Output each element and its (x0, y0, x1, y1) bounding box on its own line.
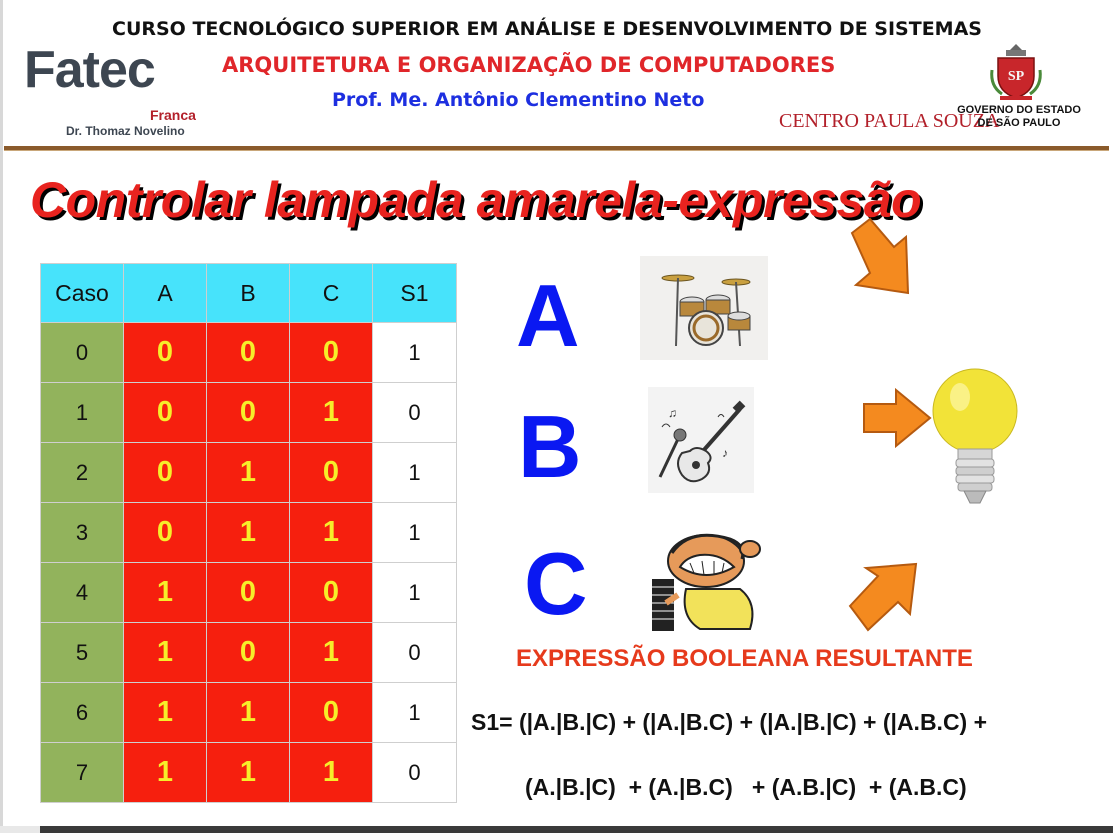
course-title: CURSO TECNOLÓGICO SUPERIOR EM ANÁLISE E DESENVOLVIMENTO DE SISTEMAS (112, 18, 982, 40)
governo-sp-line2: DE SÃO PAULO (977, 117, 1061, 129)
professor-name: Prof. Me. Antônio Clementino Neto (332, 89, 705, 111)
cell-a: 1 (124, 563, 207, 623)
cell-b: 1 (207, 443, 290, 503)
header-c: C (290, 264, 373, 323)
cell-a: 0 (124, 323, 207, 383)
cell-b: 0 (207, 623, 290, 683)
cell-c: 1 (290, 743, 373, 803)
header-b: B (207, 264, 290, 323)
header-caso: Caso (41, 264, 124, 323)
table-row (41, 623, 457, 683)
cell-caso: 2 (41, 443, 124, 503)
truth-table-header-row (41, 264, 457, 323)
truth-table (40, 263, 457, 803)
table-row (41, 743, 457, 803)
cell-caso: 1 (41, 383, 124, 443)
centro-paula-souza-text: CENTRO PAULA SOUZA (779, 110, 1000, 132)
cell-s1: 1 (373, 563, 457, 623)
expression-title: EXPRESSÃO BOOLEANA RESULTANTE (516, 645, 973, 672)
cell-s1: 0 (373, 743, 457, 803)
table-row (41, 323, 457, 383)
cell-b: 0 (207, 323, 290, 383)
arrow-down-right-icon (846, 217, 918, 297)
slide-title: Controlar lampada amarela-expressão (30, 172, 922, 228)
table-row (41, 443, 457, 503)
cell-a: 0 (124, 383, 207, 443)
cell-caso: 7 (41, 743, 124, 803)
arrow-up-right-icon (846, 562, 918, 632)
fatec-logo: Fatec (24, 41, 155, 99)
cell-a: 1 (124, 623, 207, 683)
cell-caso: 3 (41, 503, 124, 563)
cell-c: 1 (290, 623, 373, 683)
cell-c: 1 (290, 503, 373, 563)
arrow-right-icon (862, 388, 932, 448)
input-label-a: A (516, 266, 580, 365)
cell-c: 1 (290, 383, 373, 443)
cell-b: 1 (207, 503, 290, 563)
input-label-b: B (518, 397, 582, 496)
cell-s1: 1 (373, 443, 457, 503)
cell-caso: 6 (41, 683, 124, 743)
governo-sp-line1: GOVERNO DO ESTADO (957, 104, 1081, 116)
svg-text:SP: SP (1007, 69, 1025, 84)
cell-s1: 1 (373, 503, 457, 563)
cell-s1: 1 (373, 683, 457, 743)
cell-caso: 4 (41, 563, 124, 623)
svg-text:♪: ♪ (722, 446, 728, 460)
cell-a: 0 (124, 503, 207, 563)
fatec-logo-unit: Dr. Thomaz Novelino (66, 124, 185, 138)
table-row (41, 683, 457, 743)
fatec-logo-franca: Franca (150, 107, 196, 123)
window-frame-bottom (0, 826, 1113, 833)
drum-kit-icon (640, 256, 768, 360)
cell-c: 0 (290, 323, 373, 383)
input-label-c: C (524, 534, 588, 633)
pianist-cartoon-icon (650, 523, 774, 635)
table-row (41, 383, 457, 443)
cell-caso: 5 (41, 623, 124, 683)
yellow-lightbulb-icon (926, 367, 1024, 511)
window-frame-left (0, 0, 3, 833)
cell-a: 1 (124, 683, 207, 743)
cell-c: 0 (290, 683, 373, 743)
header-divider-light (4, 150, 1109, 151)
cell-c: 0 (290, 443, 373, 503)
cell-caso: 0 (41, 323, 124, 383)
cell-s1: 0 (373, 623, 457, 683)
discipline-title: ARQUITETURA E ORGANIZAÇÃO DE COMPUTADORES (222, 53, 836, 77)
cell-s1: 0 (373, 383, 457, 443)
governo-sp-label (946, 104, 1092, 130)
cell-b: 1 (207, 743, 290, 803)
sao-paulo-coat-of-arms-icon (988, 40, 1044, 102)
table-row (41, 503, 457, 563)
cell-b: 1 (207, 683, 290, 743)
header-a: A (124, 264, 207, 323)
guitar-microphone-icon (648, 387, 754, 493)
cell-a: 0 (124, 443, 207, 503)
cell-b: 0 (207, 563, 290, 623)
expression-line-2: (A.|B.|C) + (A.|B.C) + (A.B.|C) + (A.B.C) (525, 774, 967, 800)
table-row (41, 563, 457, 623)
header-s1: S1 (373, 264, 457, 323)
cell-a: 1 (124, 743, 207, 803)
svg-text:♫: ♫ (668, 406, 677, 420)
expression-line-1: S1= (|A.|B.|C) + (|A.|B.C) + (|A.|B.|C) + (|A.B.C) + (471, 709, 988, 735)
cell-b: 0 (207, 383, 290, 443)
cell-s1: 1 (373, 323, 457, 383)
cell-c: 0 (290, 563, 373, 623)
